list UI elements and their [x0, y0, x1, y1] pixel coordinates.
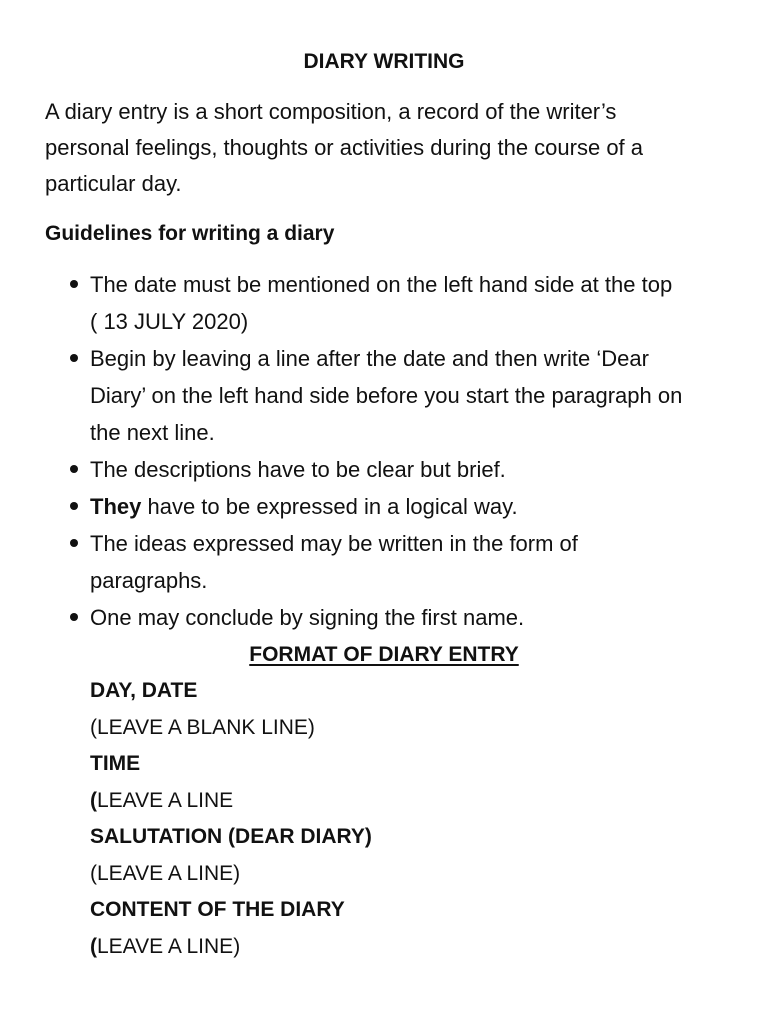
bold-text: CONTENT OF THE DIARY: [90, 898, 345, 921]
line-text: (LEAVE A BLANK LINE): [90, 715, 315, 739]
format-line: [90, 710, 372, 747]
list-item-line: [0, 377, 768, 414]
guidelines-heading: Guidelines for writing a diary: [45, 222, 335, 245]
line-text: ( 13 JULY 2020): [90, 309, 249, 334]
format-line: [90, 856, 372, 893]
intro-line: particular day.: [45, 171, 182, 196]
document-title: DIARY WRITING: [303, 50, 465, 73]
format-line: [90, 819, 372, 856]
list-item: [0, 599, 768, 636]
format-line: [90, 783, 372, 820]
line-text: The date must be mentioned on the left hand side at the top: [90, 272, 673, 297]
format-list: [90, 673, 372, 965]
bullet-icon: [70, 502, 78, 510]
list-item-line: [0, 599, 768, 636]
bold-text: SALUTATION (DEAR DIARY): [90, 825, 372, 848]
list-item: [0, 266, 768, 340]
intro-line: personal feelings, thoughts or activities during the course of a: [45, 135, 644, 160]
list-item-line: [0, 451, 768, 488]
list-item-line: [0, 525, 768, 562]
list-item-line: [0, 488, 768, 525]
format-line: [90, 673, 372, 710]
bold-text: They: [90, 494, 142, 519]
line-text: Begin by leaving a line after the date and then write ‘Dear: [90, 346, 649, 371]
intro-line: A diary entry is a short composition, a record of the writer’s: [45, 99, 617, 124]
line-text: Diary’ on the left hand side before you start the paragraph on: [90, 383, 683, 408]
bold-text: (: [90, 934, 97, 958]
list-item-line: [0, 340, 768, 377]
line-text: LEAVE A LINE: [97, 788, 234, 812]
line-text: One may conclude by signing the first name.: [90, 605, 525, 630]
line-text: paragraphs.: [90, 568, 208, 593]
list-item: [0, 488, 768, 525]
list-item-line: [0, 303, 768, 340]
list-item-line: [0, 266, 768, 303]
bullet-icon: [70, 539, 78, 547]
bullet-icon: [70, 354, 78, 362]
format-line: [90, 892, 372, 929]
bullet-icon: [70, 613, 78, 621]
intro-paragraph: [45, 94, 735, 202]
line-text: The descriptions have to be clear but brief.: [90, 457, 506, 482]
list-item-line: [0, 414, 768, 451]
bold-text: TIME: [90, 752, 141, 775]
line-text: The ideas expressed may be written in the form of: [90, 531, 578, 556]
guidelines-list: [0, 266, 768, 636]
format-line: [90, 929, 372, 966]
line-text: (LEAVE A LINE): [90, 861, 241, 885]
format-line: [90, 746, 372, 783]
list-item: [0, 451, 768, 488]
line-text: have to be expressed in a logical way.: [141, 494, 518, 519]
bold-text: DAY, DATE: [90, 679, 198, 702]
line-text: LEAVE A LINE): [97, 934, 241, 958]
bullet-icon: [70, 465, 78, 473]
line-text: the next line.: [90, 420, 215, 445]
list-item-line: [0, 562, 768, 599]
format-heading: FORMAT OF DIARY ENTRY: [249, 643, 519, 666]
bold-text: (: [90, 788, 97, 812]
bullet-icon: [70, 280, 78, 288]
list-item: [0, 525, 768, 599]
list-item: [0, 340, 768, 451]
